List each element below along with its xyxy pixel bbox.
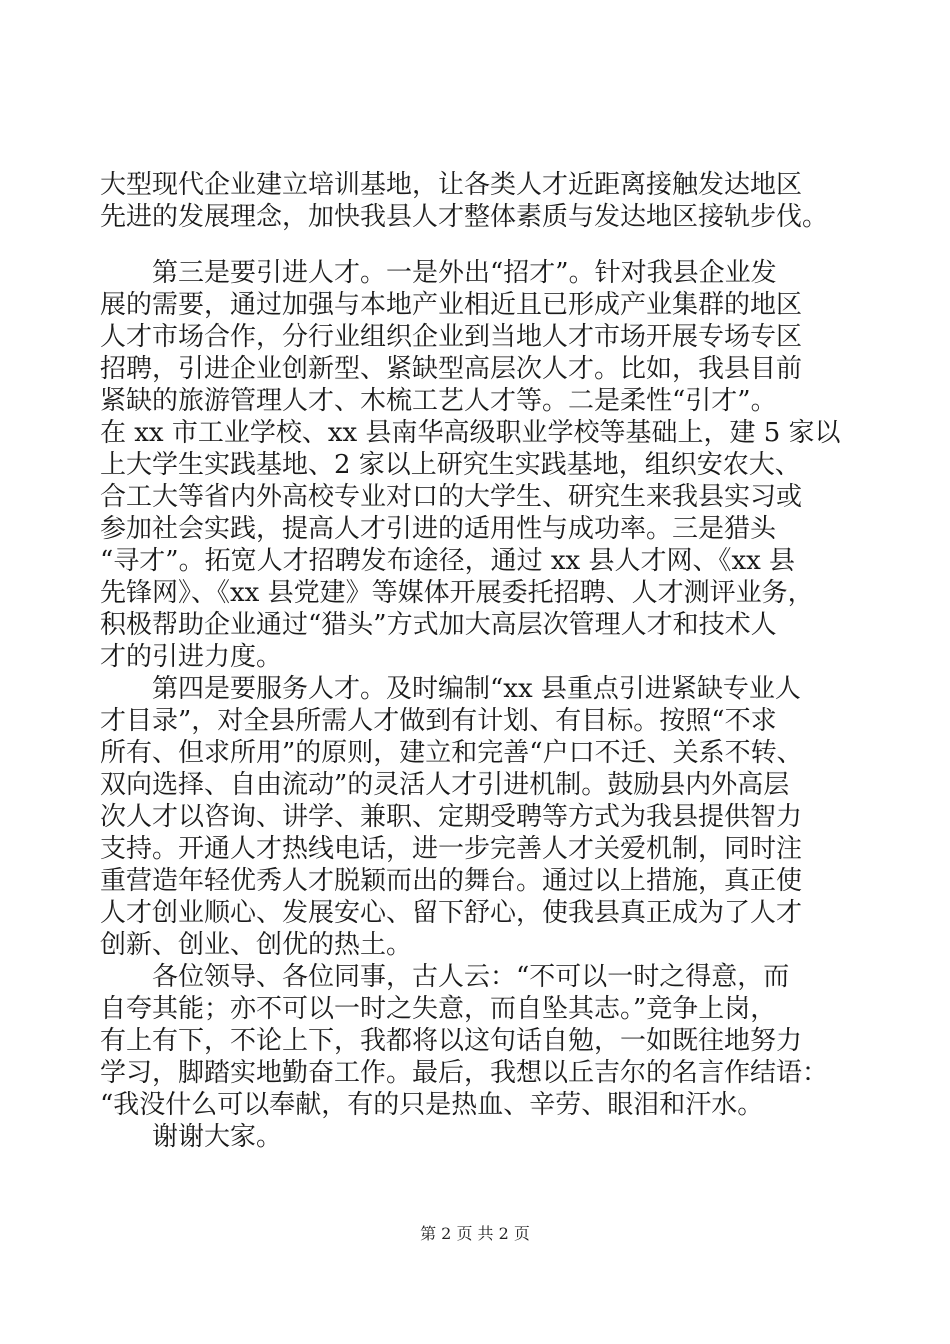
text-line: 才目录”，对全县所需人才做到有计划、有目标。按照“不求 [100, 706, 777, 736]
text-line: 第四是要服务人才。及时编制“xx 县重点引进紧缺专业人 [100, 674, 801, 704]
text-line: 先锋网》、《xx 县党建》等媒体开展委托招聘、人才测评业务， [100, 578, 814, 608]
text-line: 参加社会实践，提高人才引进的适用性与成功率。三是猎头 [100, 514, 777, 544]
text-line: 合工大等省内外高校专业对口的大学生、研究生来我县实习或 [100, 482, 803, 512]
text-line: 创新、创业、创优的热土。 [100, 930, 413, 960]
text-line: “寻才”。拓宽人才招聘发布途径，通过 xx 县人才网、《xx 县 [100, 546, 796, 576]
text-line: 先进的发展理念，加快我县人才整体素质与发达地区接轨步伐。 [100, 202, 829, 232]
text-line: 大型现代企业建立培训基地，让各类人才近距离接触发达地区 [100, 170, 803, 200]
text-line: 自夸其能；亦不可以一时之失意，而自坠其志。”竞争上岗， [100, 994, 777, 1024]
text-line: 所有、但求所用”的原则，建立和完善“户口不迁、关系不转、 [100, 738, 803, 768]
text-line: 上大学生实践基地、2 家以上研究生实践基地，组织安农大、 [100, 450, 801, 480]
text-line: 各位领导、各位同事，古人云：“不可以一时之得意，而 [100, 962, 790, 992]
paragraph-gap [100, 233, 860, 257]
text-line: 人才创业顺心、发展安心、留下舒心，使我县真正成为了人才 [100, 898, 803, 928]
text-line: 双向选择、自由流动”的灵活人才引进机制。鼓励县内外高层 [100, 770, 790, 800]
text-line: “我没什么可以奉献，有的只是热血、辛劳、眼泪和汗水。 [100, 1090, 764, 1120]
document-body [100, 169, 860, 1153]
text-line: 有上有下，不论上下，我都将以这句话自勉，一如既往地努力 [100, 1026, 803, 1056]
text-line: 展的需要，通过加强与本地产业相近且已形成产业集群的地区 [100, 290, 803, 320]
text-line: 人才市场合作，分行业组织企业到当地人才市场开展专场专区 [100, 322, 803, 352]
page-footer: 第 2 页 共 2 页 [420, 1224, 530, 1243]
text-line: 才的引进力度。 [100, 642, 283, 672]
text-line: 支持。开通人才热线电话，进一步完善人才关爱机制，同时注 [100, 834, 803, 864]
text-line: 招聘，引进企业创新型、紧缺型高层次人才。比如，我县目前 [100, 354, 803, 384]
text-line: 次人才以咨询、讲学、兼职、定期受聘等方式为我县提供智力 [100, 802, 803, 832]
text-line: 在 xx 市工业学校、xx 县南华高级职业学校等基础上，建 5 家以 [100, 418, 841, 448]
text-line: 积极帮助企业通过“猎头”方式加大高层次管理人才和技术人 [100, 610, 777, 640]
text-line: 重营造年轻优秀人才脱颖而出的舞台。通过以上措施，真正使 [100, 866, 803, 896]
text-line: 紧缺的旅游管理人才、木梳工艺人才等。二是柔性“引才”。 [100, 386, 777, 416]
text-line: 第三是要引进人才。一是外出“招才”。针对我县企业发 [100, 258, 777, 288]
text-line: 学习，脚踏实地勤奋工作。最后，我想以丘吉尔的名言作结语： [100, 1058, 829, 1088]
text-line: 谢谢大家。 [100, 1122, 283, 1152]
